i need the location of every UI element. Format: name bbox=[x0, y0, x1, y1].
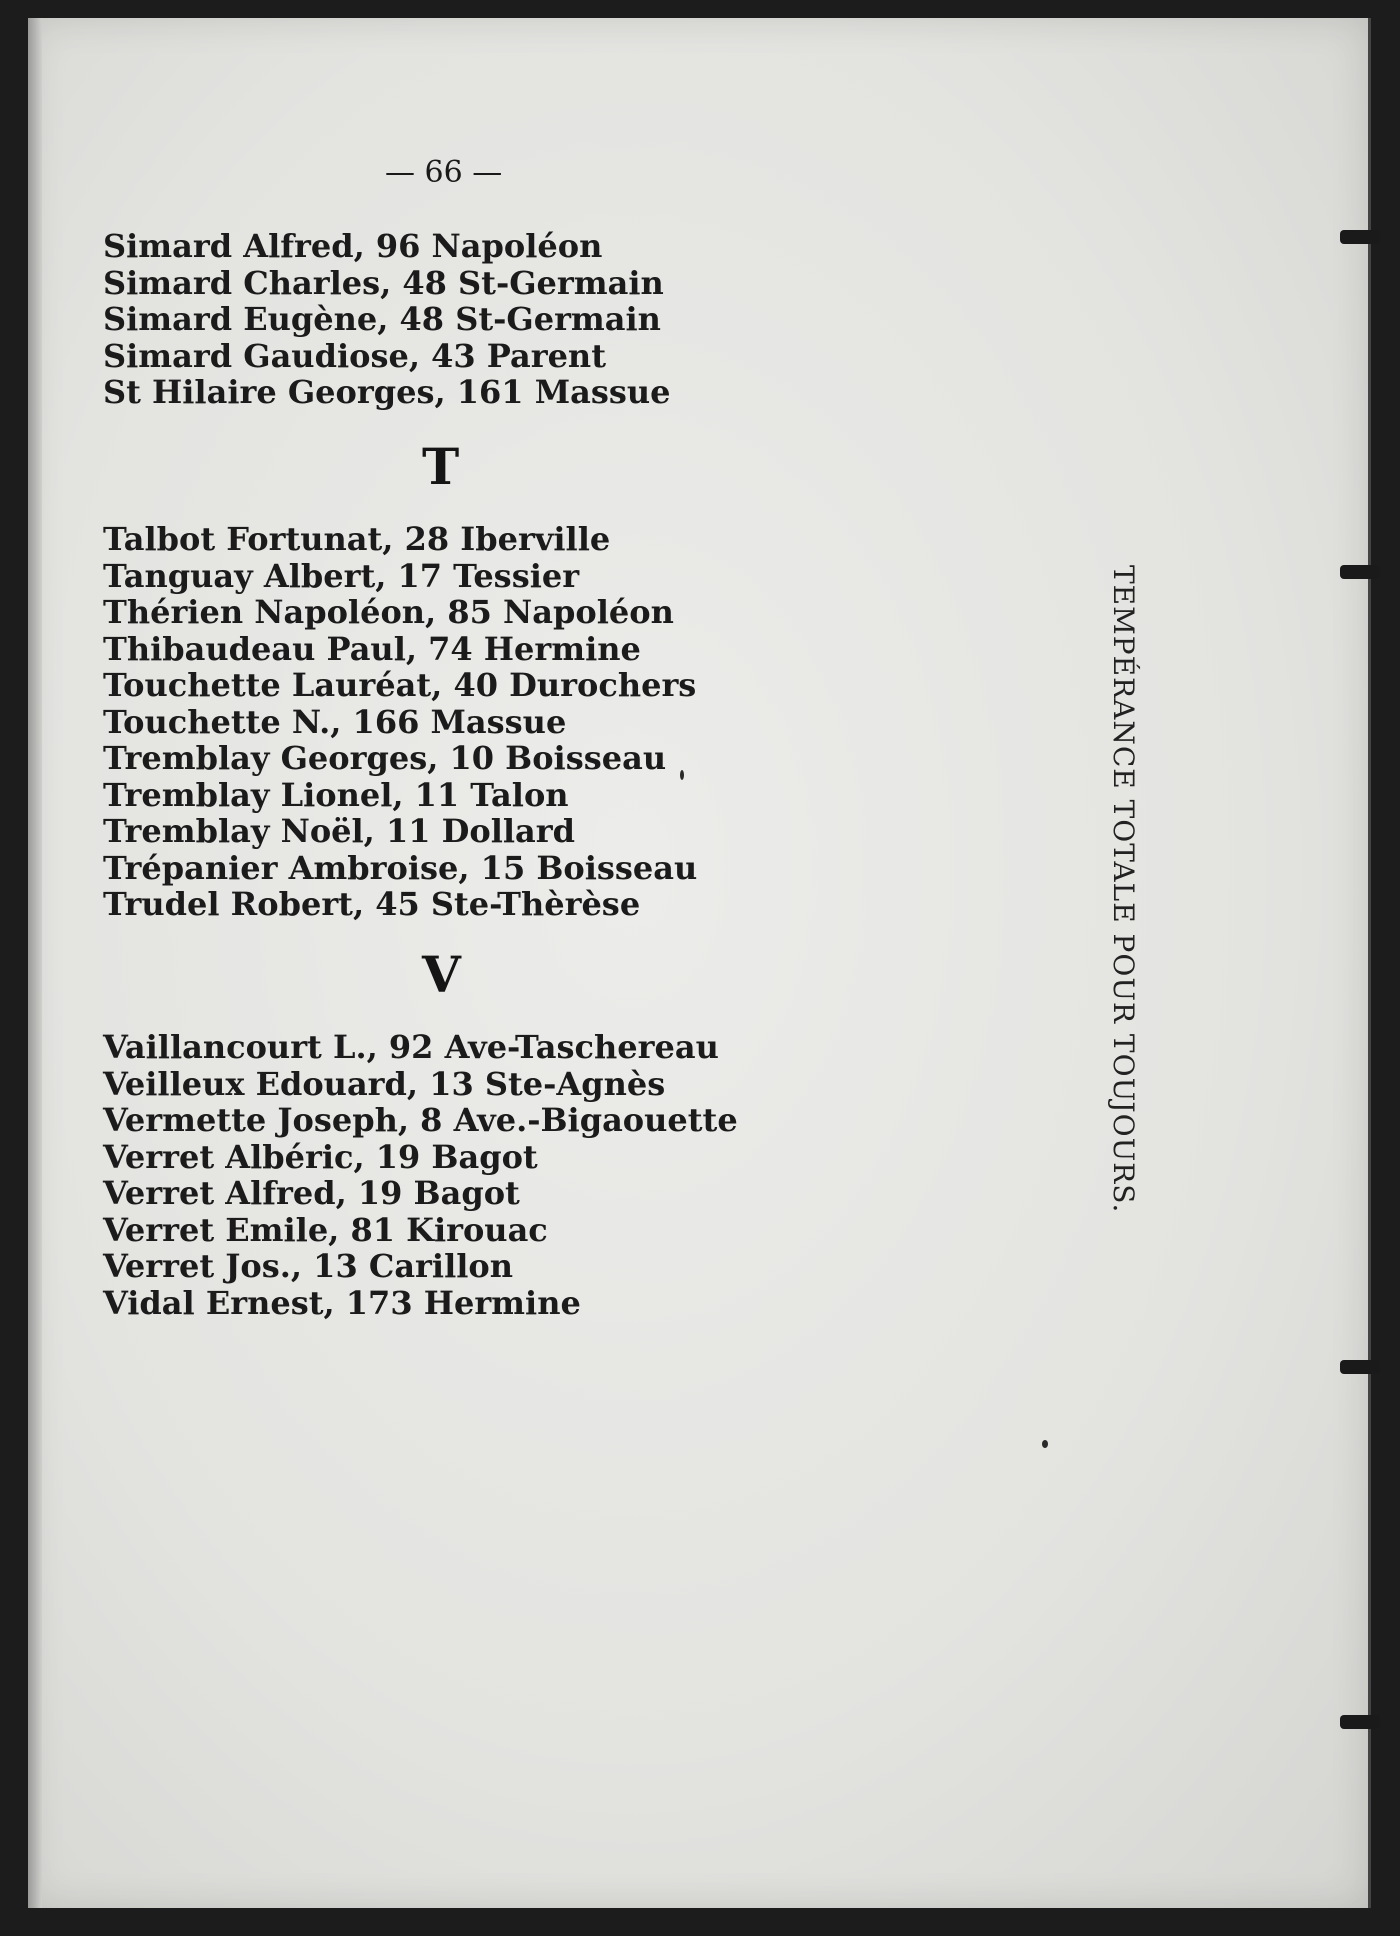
binding-staple bbox=[1340, 230, 1380, 244]
list-item: Vidal Ernest, 173 Hermine bbox=[103, 1283, 581, 1322]
section-letter-t: T bbox=[422, 437, 460, 496]
entries-list-s bbox=[103, 228, 671, 411]
list-item: Verret Emile, 81 Kirouac bbox=[103, 1210, 548, 1249]
list-item: Simard Alfred, 96 Napoléon bbox=[103, 227, 603, 265]
list-item: Trépanier Ambroise, 15 Boisseau bbox=[103, 848, 698, 887]
list-item: Verret Alfred, 19 Bagot bbox=[103, 1174, 520, 1212]
list-item: Talbot Fortunat, 28 Iberville bbox=[103, 520, 611, 558]
list-item: Vaillancourt L., 92 Ave-Taschereau bbox=[103, 1028, 719, 1066]
list-item: Tremblay Noël, 11 Dollard bbox=[103, 812, 575, 850]
entries-list-t bbox=[103, 521, 697, 923]
entries-list-v bbox=[103, 1029, 738, 1321]
binding-staple bbox=[1340, 1715, 1380, 1729]
list-item: Simard Eugène, 48 St-Germain bbox=[103, 300, 661, 338]
list-item: St Hilaire Georges, 161 Massue bbox=[103, 373, 671, 411]
list-item: Touchette Lauréat, 40 Durochers bbox=[103, 666, 697, 704]
temperance-motto: TEMPÉRANCE TOTALE POUR TOUJOURS. bbox=[1107, 565, 1140, 1214]
list-item: Trudel Robert, 45 Ste-Thèrèse bbox=[103, 885, 641, 923]
list-item: Thérien Napoléon, 85 Napoléon bbox=[103, 593, 674, 631]
page-number: — 66 — bbox=[385, 155, 503, 190]
ink-speck bbox=[1042, 1440, 1048, 1448]
list-item: Tremblay Georges, 10 Boisseau bbox=[103, 739, 667, 777]
list-item: Verret Albéric, 19 Bagot bbox=[103, 1137, 538, 1176]
list-item: Tremblay Lionel, 11 Talon bbox=[103, 775, 569, 814]
list-item: Vermette Joseph, 8 Ave.-Bigaouette bbox=[103, 1101, 738, 1139]
list-item: Thibaudeau Paul, 74 Hermine bbox=[103, 629, 641, 668]
page-stack-edge bbox=[28, 18, 42, 1908]
list-item: Tanguay Albert, 17 Tessier bbox=[103, 556, 580, 595]
binding-staple bbox=[1340, 1360, 1380, 1374]
list-item: Simard Charles, 48 St-Germain bbox=[103, 263, 664, 302]
list-item: Touchette N., 166 Massue bbox=[103, 702, 567, 741]
list-item: Verret Jos., 13 Carillon bbox=[103, 1247, 513, 1285]
list-item: Simard Gaudiose, 43 Parent bbox=[103, 336, 606, 375]
binding-staple bbox=[1340, 565, 1380, 579]
section-letter-v: V bbox=[422, 945, 461, 1004]
list-item: Veilleux Edouard, 13 Ste-Agnès bbox=[103, 1064, 666, 1103]
